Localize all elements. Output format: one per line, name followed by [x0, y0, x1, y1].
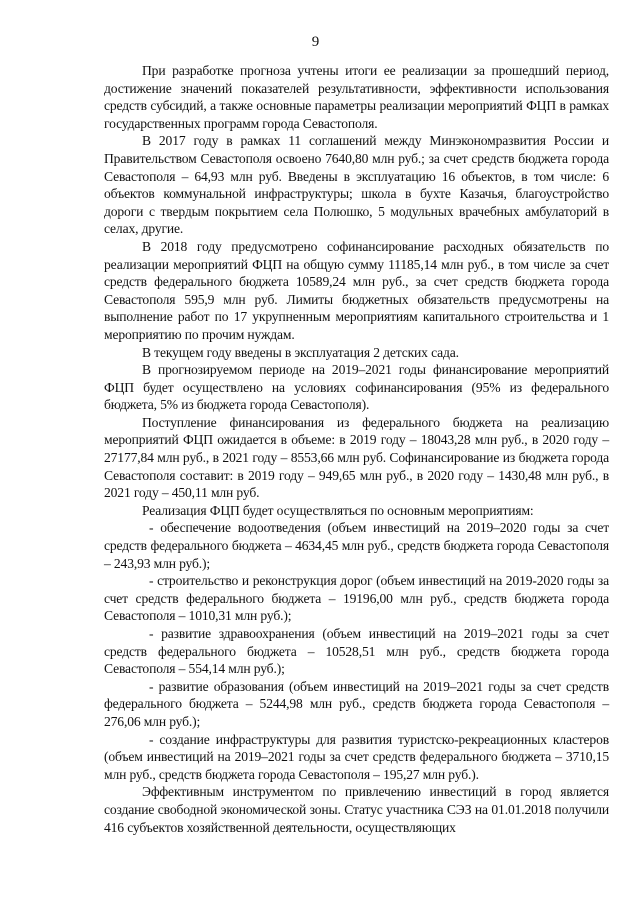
paragraph-forecast-basis: При разработке прогноза учтены итоги ее реализации за прошедший период, достижение значений показателей результативности, эффективности использования средств субсидий, а также основные параметры реализации мероприятий ФЦП в рамках государственных программ города Севастополя.	[104, 63, 609, 131]
paragraph-free-economic-zone: Эффективным инструментом по привлечению инвестиций в город является создание свободной экономической зоны. Статус участника СЭЗ на 01.01.2018 получили 416 субъектов хозяйственной деятельности, осуществляющих	[104, 784, 609, 835]
paragraph-2018-plan: В 2018 году предусмотрено софинансирование расходных обязательств по реализации мероприятий ФЦП на общую сумму 11185,14 млн руб., в том числе за счет средств федерального бюджета 10589,24 млн руб., за счет средств бюджета города Севастополя 595,9 млн руб. Лимиты бюджетных обязательств предусмотрены на выполнение работ по 17 укрупненным мероприятиям капитального строительства и 1 мероприятию по прочим нуждам.	[104, 238, 609, 342]
paragraph-2017-results: В 2017 году в рамках 11 соглашений между Минэкономразвития России и Правительством Севастополя освоено 7640,80 млн руб.; за счет средств бюджета города Севастополя – 64,93 млн руб. Введены в эксплуатацию 16 объектов, в том числе: 6 объектов коммунальной инфраструктуры; школа в бухте Казачья, благоустройство дороги с твердым покрытием села Полюшко, 5 модульных врачебных амбулаторий в селах, другие.	[104, 133, 609, 237]
list-item-water-disposal: - обеспечение водоотведения (объем инвестиций на 2019–2020 годы за счет средств федерального бюджета – 4634,45 млн руб., средств бюджета города Севастополя – 243,93 млн руб.);	[104, 520, 609, 571]
list-item-healthcare: - развитие здравоохранения (объем инвестиций на 2019–2021 годы за счет средств федерального бюджета – 10528,51 млн руб., средств бюджета города Севастополя – 554,14 млн руб.);	[104, 626, 609, 677]
list-item-education: - развитие образования (объем инвестиций на 2019–2021 годы за счет средств федерального бюджета – 5244,98 млн руб., средств бюджета города Севастополя – 276,06 млн руб.);	[104, 678, 609, 729]
paragraph-forecast-period: В прогнозируемом периоде на 2019–2021 годы финансирование мероприятий ФЦП будет осуществлено на условиях софинансирования (95% из федерального бюджета, 5% из бюджета города Севастополя).	[104, 362, 609, 413]
list-item-roads: - строительство и реконструкция дорог (объем инвестиций на 2019-2020 годы за счет средств федерального бюджета – 19196,00 млн руб., средств бюджета города Севастополя – 1010,31 млн руб.);	[104, 573, 609, 624]
paragraph-current-year: В текущем году введены в эксплуатация 2 детских сада.	[142, 344, 459, 360]
paragraph-federal-funding: Поступление финансирования из федерального бюджета на реализацию мероприятий ФЦП ожидается в объеме: в 2019 году – 18043,28 млн руб., в 2020 году – 27177,84 млн руб., в 2021 году – 8553,66 млн руб. Софинансирование из бюджета города Севастополя составит: в 2019 году – 949,65 млн руб., в 2020 году – 1430,48 млн руб., в 2021 году – 450,11 млн руб.	[104, 414, 609, 501]
page-number: 9	[311, 34, 320, 50]
list-item-tourism: - создание инфраструктуры для развития туристско-рекреационных кластеров (объем инвестиций на 2019–2021 годы за счет средств федерального бюджета – 3710,15 млн руб., средств бюджета города Севастополя – 195,27 млн руб.).	[104, 731, 609, 782]
paragraph-main-activities-intro: Реализация ФЦП будет осуществляться по основным мероприятиям:	[142, 502, 534, 518]
document-body	[104, 62, 609, 836]
